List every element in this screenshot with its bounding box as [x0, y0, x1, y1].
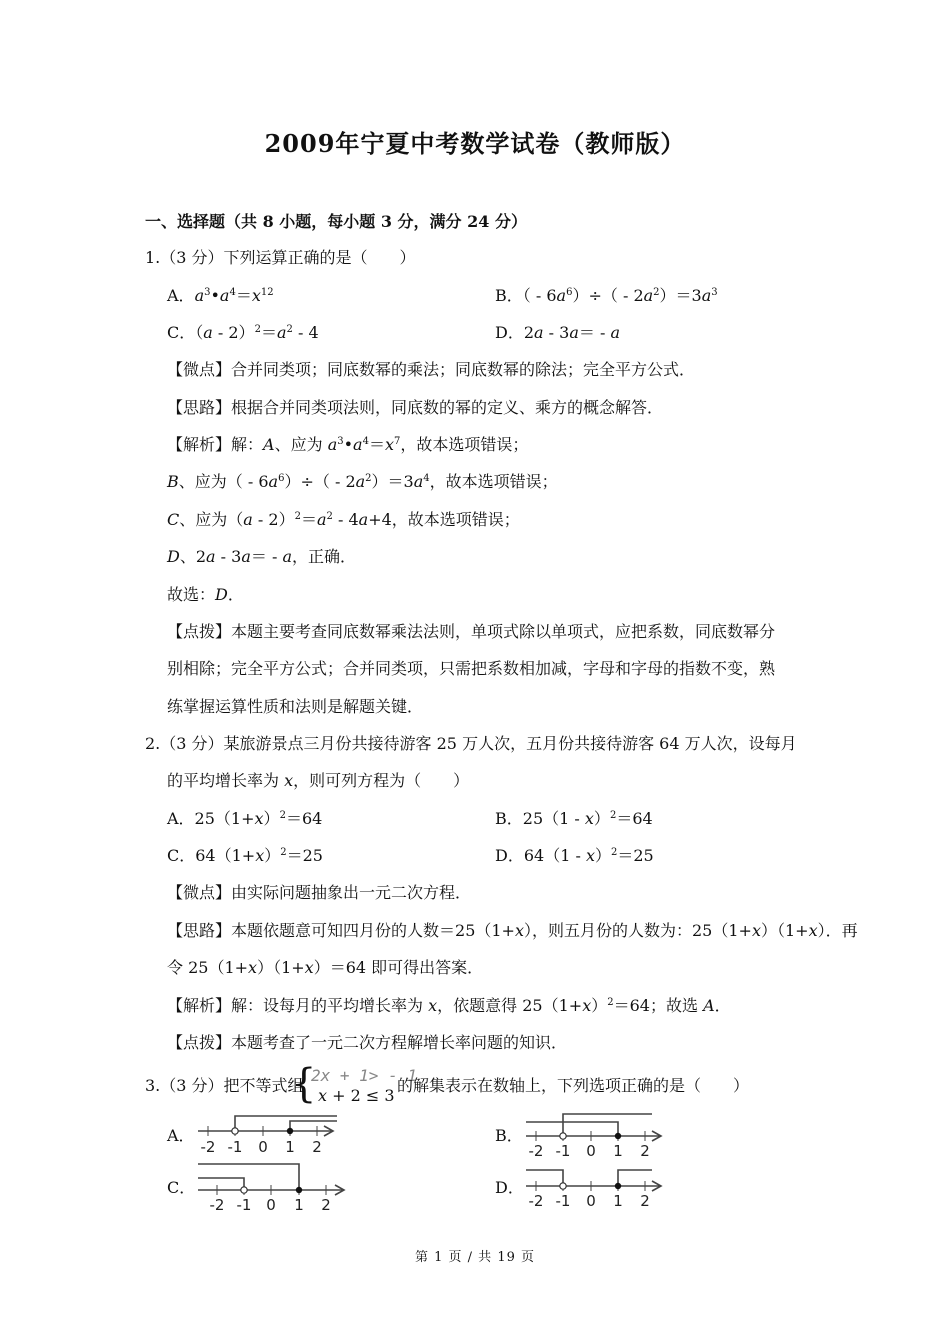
q1-answer: 故选：D． [167, 585, 244, 604]
q3-option-d-label: D． [495, 1178, 524, 1197]
page-footer: 第 1 页 / 共 19 页 [415, 1250, 535, 1265]
tick-label: 1 [613, 1192, 623, 1210]
q1-option-c: C．$(a - 2)^2=a^2 - 4$ [167, 323, 319, 342]
q1-option-b: B．（ - $6a^6)\div( - 2a^2)=3a^3$ [495, 286, 718, 305]
tick-label: 1 [285, 1138, 295, 1156]
system-brace: { [291, 1061, 317, 1107]
q2-solution: 【解析】解：设每月的平均增长率为 x，依题意得 $25(1+x)^2=64$；故选 A． [167, 996, 731, 1015]
number-line-b [524, 1110, 674, 1160]
tick-label: -2 [528, 1142, 544, 1160]
q1-solution-c: C、应为$(a - 2)^2=a^2 - 4a+4$，故本选项错误； [167, 510, 520, 529]
q2-stem-line2: 的平均增长率为 x，则可列方程为（ ） [167, 771, 470, 790]
q2-stem: 2.（3 分）某旅游景点三月份共接待游客 25 万人次，五月份共接待游客 64 万人次，设每月 [145, 734, 797, 753]
q1-option-d: D．2a - 3a＝ - a [495, 323, 621, 342]
section-heading: 一、选择题（共 8 小题，每小题 3 分，满分 24 分） [145, 212, 527, 231]
tick-label: 1 [294, 1196, 304, 1214]
tick-label: 0 [266, 1196, 276, 1214]
q3-stem-suffix: 的解集表示在数轴上，下列选项正确的是（ ） [397, 1076, 750, 1095]
q1-idea: 【思路】根据合并同类项法则，同底数的幂的定义、乘方的概念解答． [167, 398, 664, 417]
q2-option-c: C．$64(1+x)^2=25$ [167, 846, 323, 865]
tick-label: 2 [321, 1196, 331, 1214]
tick-label: -2 [209, 1196, 225, 1214]
q3-stem-prefix: 3.（3 分）把不等式组 [145, 1076, 304, 1095]
tick-label: 2 [640, 1142, 650, 1160]
q2-idea: 【思路】本题依题意可知四月份的人数＝25（1+x），则五月份的人数为：25（1+x）（1+x）．再 [167, 921, 858, 940]
q3-option-a-label: A． [167, 1126, 195, 1145]
q2-option-b: B．25（1 - x）$^2$＝64 [495, 809, 653, 828]
tick-label: -1 [555, 1142, 571, 1160]
tick-label: -2 [528, 1192, 544, 1210]
number-line-a [196, 1110, 346, 1160]
q1-micro: 【微点】合并同类项；同底数幂的乘法；同底数幂的除法；完全平方公式． [167, 360, 696, 379]
tick-label: -1 [236, 1196, 252, 1214]
number-line-d [524, 1162, 674, 1212]
q1-solution-d: D、2a - 3a＝ - a，正确． [167, 547, 357, 566]
tick-label: 0 [586, 1192, 596, 1210]
tick-label: 2 [640, 1192, 650, 1210]
tick-label: -1 [227, 1138, 243, 1156]
q1-tip-line2: 别相除；完全平方公式；合并同类项，只需把系数相加减，字母和字母的指数不变，熟 [167, 659, 776, 678]
tick-label: 1 [613, 1142, 623, 1160]
inequality-1: 2x + 1> - 1 [311, 1066, 417, 1085]
number-line-c [196, 1160, 356, 1216]
tick-label: 0 [586, 1142, 596, 1160]
q1-tip-line3: 练掌握运算性质和法则是解题关键． [167, 697, 424, 716]
q3-option-b-label: B． [495, 1126, 523, 1145]
q1-solution-b: B、应为（ - $6a^6)\div( - 2a^2)=3a^4$，故本选项错误； [167, 472, 558, 491]
tick-label: -1 [555, 1192, 571, 1210]
inequality-2: x + 2 ≤ 3 [318, 1086, 395, 1105]
q2-micro: 【微点】由实际问题抽象出一元二次方程． [167, 883, 472, 902]
q1-stem: 1.（3 分）下列运算正确的是（ ） [145, 248, 416, 267]
q2-option-a: A．$25(1+x)^2=64$ [167, 809, 323, 828]
tick-label: -2 [200, 1138, 216, 1156]
tick-label: 0 [258, 1138, 268, 1156]
q2-tip: 【点拨】本题考查了一元二次方程解增长率问题的知识． [167, 1033, 568, 1052]
q1-tip: 【点拨】本题主要考查同底数幂乘法法则，单项式除以单项式，应把系数，同底数幂分 [167, 622, 776, 641]
tick-label: 2 [312, 1138, 322, 1156]
page-title: 2009年宁夏中考数学试卷（教师版） [264, 129, 686, 158]
q3-option-c-label: C． [167, 1178, 196, 1197]
q1-option-a: A．$a^3•a^4=x^{12}$ [167, 286, 274, 305]
q2-option-d: D．64（1 - x）$^2$＝25 [495, 846, 654, 865]
q2-idea-line2: 令 25（1+x）（1+x）＝64 即可得出答案． [167, 958, 484, 977]
q1-solution-a: 【解析】解：A、应为 $a^3•a^4=x^7$，故本选项错误； [167, 435, 529, 454]
